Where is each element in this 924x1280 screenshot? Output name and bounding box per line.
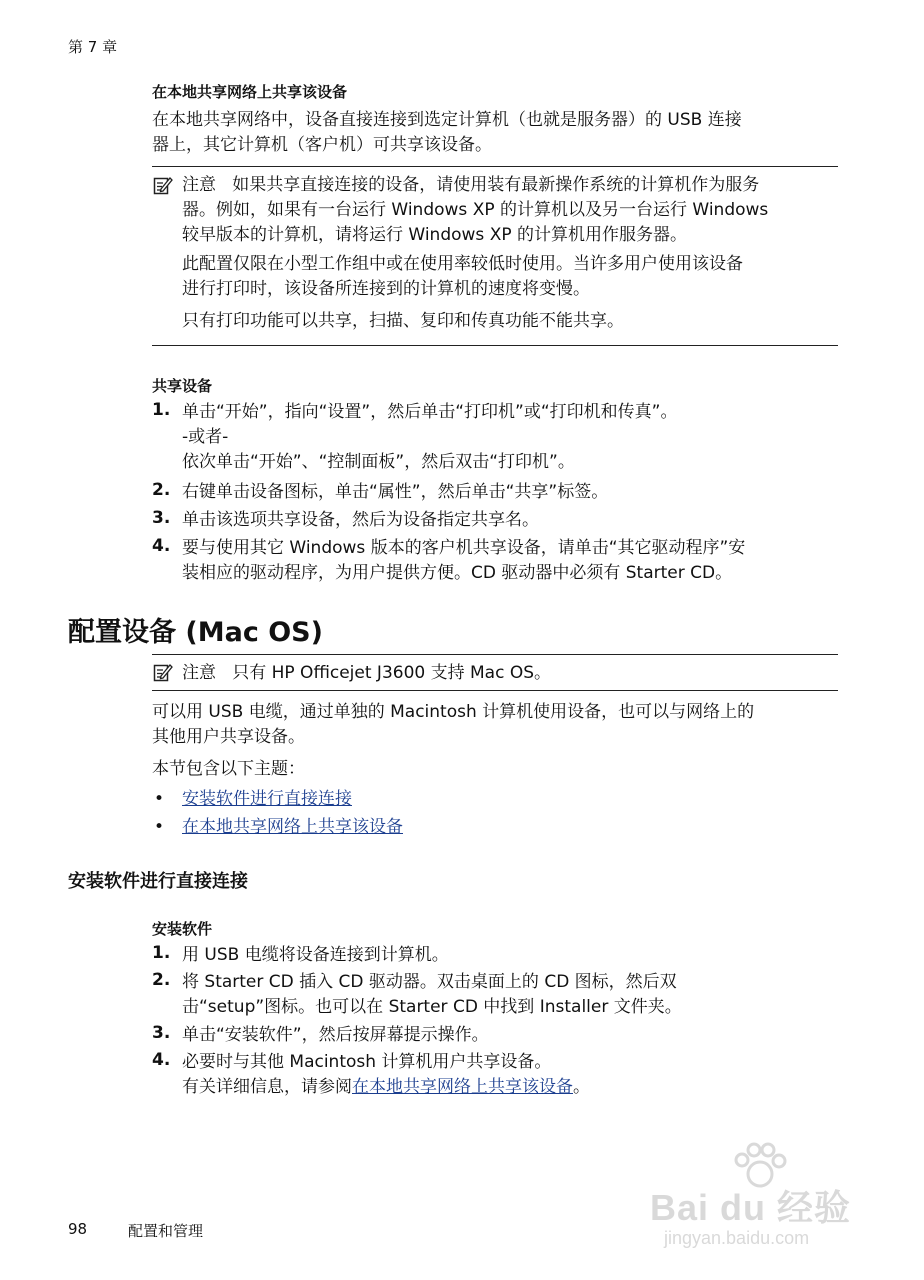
step-text: 右键单击设备图标，单击“属性”，然后单击“共享”标签。: [182, 482, 609, 502]
step-text: [182, 970, 682, 1020]
mac-paragraph: [152, 700, 754, 750]
step-line: 装相应的驱动程序，为用户提供方便。CD 驱动器中必须有 Starter CD。: [182, 563, 733, 583]
note-paragraph-3: 只有打印功能可以共享，扫描、复印和传真功能不能共享。: [182, 311, 624, 331]
paragraph-line: 可以用 USB 电缆，通过单独的 Macintosh 计算机使用设备，也可以与网络上的: [152, 702, 755, 722]
bullet: •: [154, 789, 165, 809]
step-text: 用 USB 电缆将设备连接到计算机。: [182, 945, 449, 965]
install-subtitle: 安装软件: [152, 920, 213, 938]
step-text: [182, 1050, 590, 1100]
detail-prefix: 有关详细信息，请参阅: [182, 1077, 352, 1097]
paragraph-line: 器上，其它计算机（客户机）可共享该设备。: [152, 135, 492, 155]
step-number: 3.: [152, 1023, 171, 1043]
step-number: 3.: [152, 508, 171, 528]
step-line: 单击“开始”，指向“设置”，然后单击“打印机”或“打印机和传真”。: [182, 402, 678, 422]
step-line: 必要时与其他 Macintosh 计算机用户共享设备。: [182, 1052, 552, 1072]
watermark-url: jingyan.baidu.com: [664, 1228, 810, 1248]
step-line: 击“setup”图标。也可以在 Starter CD 中找到 Installer 文件夹。: [182, 997, 682, 1017]
note-line: 此配置仅限在小型工作组中或在使用率较低时使用。当许多用户使用该设备: [182, 254, 743, 274]
note-label: 注意: [182, 663, 216, 683]
chapter-label: 第 7 章: [68, 38, 118, 56]
detail-line: [182, 1075, 590, 1100]
note-line: 如果共享直接连接的设备，请使用装有最新操作系统的计算机作为服务: [232, 175, 760, 195]
step-text: 单击该选项共享设备，然后为设备指定共享名。: [182, 510, 539, 530]
section-title-share-network: 在本地共享网络上共享该设备: [152, 83, 348, 101]
step-number: 4.: [152, 1050, 171, 1070]
baidu-watermark: [650, 1140, 880, 1255]
note-bottom-rule: [152, 345, 838, 346]
note-line: 较早版本的计算机，请将运行 Windows XP 的计算机用作服务器。: [182, 225, 687, 245]
step-number: 4.: [152, 536, 171, 556]
watermark-brand: Bai du 经验: [650, 1187, 852, 1228]
mac-note-text: [182, 661, 551, 686]
link-install-direct[interactable]: 安装软件进行直接连接: [182, 789, 352, 809]
step-number: 1.: [152, 400, 171, 420]
mac-note-top-rule: [152, 654, 838, 655]
step-number: 2.: [152, 970, 171, 990]
note-label: 注意: [182, 175, 216, 195]
note-top-rule: [152, 166, 838, 167]
topics-intro: 本节包含以下主题：: [152, 759, 305, 779]
install-heading: 安装软件进行直接连接: [68, 871, 248, 892]
note-line: 器。例如，如果有一台运行 Windows XP 的计算机以及另一台运行 Windows: [182, 200, 769, 220]
note-icon: [153, 175, 173, 195]
note-icon: [153, 662, 173, 682]
detail-suffix: 。: [573, 1077, 590, 1097]
step-text: [182, 400, 677, 475]
step-number: 1.: [152, 943, 171, 963]
link-share-network[interactable]: 在本地共享网络上共享该设备: [182, 817, 403, 837]
step-line: -或者-: [182, 427, 229, 447]
step-text: 单击“安装软件”，然后按屏幕提示操作。: [182, 1025, 489, 1045]
paragraph-line: 其他用户共享设备。: [152, 727, 305, 747]
bullet: •: [154, 817, 165, 837]
footer-section: 配置和管理: [128, 1222, 204, 1240]
share-device-title: 共享设备: [152, 377, 213, 395]
mac-section-title: 配置设备 (Mac OS): [68, 617, 323, 648]
note-paragraph-2: [182, 252, 743, 302]
note-line: 进行打印时，该设备所连接到的计算机的速度将变慢。: [182, 279, 590, 299]
link-share-network-detail[interactable]: 在本地共享网络上共享该设备: [352, 1077, 573, 1097]
step-line: 要与使用其它 Windows 版本的客户机共享设备，请单击“其它驱动程序”安: [182, 538, 746, 558]
paragraph-line: 在本地共享网络中，设备直接连接到选定计算机（也就是服务器）的 USB 连接: [152, 110, 742, 130]
section-paragraph: [152, 108, 742, 158]
step-line: 依次单击“开始”、“控制面板”，然后双击“打印机”。: [182, 452, 575, 472]
page-number: 98: [68, 1220, 88, 1238]
note-content: 只有 HP Officejet J3600 支持 Mac OS。: [232, 663, 552, 683]
step-number: 2.: [152, 480, 171, 500]
step-line: 将 Starter CD 插入 CD 驱动器。双击桌面上的 CD 图标，然后双: [182, 972, 677, 992]
mac-note-bottom-rule: [152, 690, 838, 691]
note-text: [182, 173, 842, 248]
step-text: [182, 536, 745, 586]
